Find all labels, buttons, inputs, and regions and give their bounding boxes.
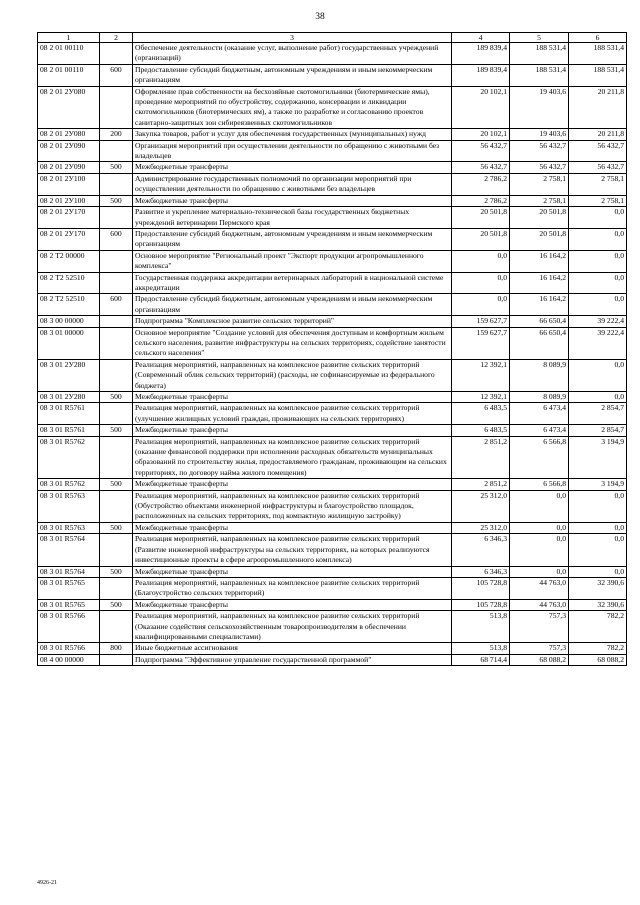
- row-name: Межбюджетные трансферты: [133, 425, 452, 436]
- row-code: 08 3 01 R5766: [38, 611, 100, 643]
- row-amount-col5: 19 403,6: [510, 129, 569, 140]
- row-expense-type: 500: [100, 162, 133, 173]
- row-amount-col4: 25 312,0: [452, 522, 510, 533]
- column-header: 5: [510, 33, 569, 43]
- table-row: [38, 392, 627, 403]
- table-row: [38, 403, 627, 425]
- row-amount-col4: 12 392,1: [452, 359, 510, 391]
- table-header-row: [38, 33, 627, 43]
- row-code: 08 3 01 R5766: [38, 643, 100, 654]
- row-amount-col6: 32 390,6: [569, 577, 627, 599]
- row-name: Реализация мероприятий, направленных на комплексное развитие сельских территорий (Развитие инженерной инфраструктуры на сельских территориях, на которых реализуются инвестиционные проекты в сфере агропромышленного комплекса): [133, 534, 452, 566]
- row-amount-col5: 19 403,6: [510, 86, 569, 129]
- table-row: [38, 611, 627, 643]
- row-amount-col4: 2 851,2: [452, 436, 510, 479]
- row-expense-type: [100, 173, 133, 195]
- row-amount-col6: 68 088,2: [569, 654, 627, 665]
- row-amount-col5: 757,3: [510, 611, 569, 643]
- row-amount-col6: 0,0: [569, 272, 627, 294]
- row-amount-col4: 20 501,8: [452, 228, 510, 250]
- row-expense-type: 500: [100, 392, 133, 403]
- row-code: 08 3 01 R5765: [38, 577, 100, 599]
- row-amount-col4: 513,8: [452, 643, 510, 654]
- column-header: 6: [569, 33, 627, 43]
- column-header: 3: [133, 33, 452, 43]
- row-amount-col4: 0,0: [452, 250, 510, 272]
- row-amount-col5: 8 089,9: [510, 392, 569, 403]
- row-code: 08 2 01 2У080: [38, 129, 100, 140]
- row-expense-type: [100, 403, 133, 425]
- row-amount-col5: 44 763,0: [510, 599, 569, 610]
- row-amount-col6: 2 758,1: [569, 173, 627, 195]
- row-code: 08 2 Т2 52510: [38, 294, 100, 316]
- row-expense-type: 600: [100, 294, 133, 316]
- row-expense-type: [100, 327, 133, 359]
- row-expense-type: [100, 654, 133, 665]
- row-amount-col5: 6 566,8: [510, 479, 569, 490]
- row-amount-col5: 44 763,0: [510, 577, 569, 599]
- table-row: [38, 534, 627, 566]
- row-amount-col6: 0,0: [569, 534, 627, 566]
- row-amount-col4: 6 346,3: [452, 566, 510, 577]
- table-row: [38, 316, 627, 327]
- row-name: Предоставление субсидий бюджетным, автономным учреждениям и иным некоммерческим организациям: [133, 64, 452, 86]
- row-amount-col5: 757,3: [510, 643, 569, 654]
- table-row: [38, 436, 627, 479]
- row-amount-col6: 0,0: [569, 250, 627, 272]
- row-amount-col6: 0,0: [569, 522, 627, 533]
- row-amount-col5: 6 473,4: [510, 425, 569, 436]
- row-name: Организация мероприятий при осуществлении деятельности по обращению с животными без владельцев: [133, 140, 452, 162]
- row-amount-col6: 32 390,6: [569, 599, 627, 610]
- row-code: 08 3 01 R5764: [38, 566, 100, 577]
- row-code: 08 3 01 R5765: [38, 599, 100, 610]
- row-amount-col5: 66 650,4: [510, 327, 569, 359]
- row-amount-col5: 2 758,1: [510, 195, 569, 206]
- row-expense-type: [100, 207, 133, 229]
- row-amount-col5: 0,0: [510, 522, 569, 533]
- row-expense-type: [100, 140, 133, 162]
- row-amount-col6: 2 758,1: [569, 195, 627, 206]
- row-name: Подпрограмма "Комплексное развитие сельских территорий": [133, 316, 452, 327]
- row-amount-col5: 6 566,8: [510, 436, 569, 479]
- row-name: Межбюджетные трансферты: [133, 522, 452, 533]
- row-code: 08 2 01 2У090: [38, 140, 100, 162]
- table-row: [38, 359, 627, 391]
- row-expense-type: [100, 272, 133, 294]
- row-name: Обеспечение деятельности (оказание услуг, выполнение работ) государственных учреждений (организаций): [133, 43, 452, 65]
- table-row: [38, 566, 627, 577]
- row-amount-col4: 513,8: [452, 611, 510, 643]
- row-amount-col4: 20 102,1: [452, 86, 510, 129]
- row-expense-type: 600: [100, 64, 133, 86]
- row-code: 08 3 01 R5761: [38, 403, 100, 425]
- table-row: [38, 129, 627, 140]
- table-row: [38, 294, 627, 316]
- row-name: Реализация мероприятий, направленных на комплексное развитие сельских территорий (Обустройство объектами инженерной инфраструктуры и благоустройство площадок, расположенных на сельских территориях, под компактную жилищную застройку): [133, 490, 452, 522]
- row-expense-type: [100, 577, 133, 599]
- row-code: 08 2 01 2У100: [38, 173, 100, 195]
- row-code: 08 3 01 R5761: [38, 425, 100, 436]
- row-amount-col4: 189 839,4: [452, 43, 510, 65]
- row-amount-col5: 68 088,2: [510, 654, 569, 665]
- row-amount-col6: 0,0: [569, 392, 627, 403]
- row-name: Реализация мероприятий, направленных на комплексное развитие сельских территорий (оказание финансовой поддержки при исполнении расходных обязательств муниципальных образований по строительству жилья, предоставляемого гражданам, проживающим на сельских территориях, по договору найма жилого помещения): [133, 436, 452, 479]
- row-amount-col6: 0,0: [569, 228, 627, 250]
- row-amount-col6: 188 531,4: [569, 64, 627, 86]
- row-code: 08 3 01 R5762: [38, 479, 100, 490]
- table-row: [38, 490, 627, 522]
- row-code: 08 2 Т2 52510: [38, 272, 100, 294]
- table-row: [38, 522, 627, 533]
- row-code: 08 2 01 2У170: [38, 228, 100, 250]
- row-code: 08 2 01 2У080: [38, 86, 100, 129]
- table-row: [38, 43, 627, 65]
- row-code: 08 2 01 2У100: [38, 195, 100, 206]
- row-expense-type: 500: [100, 566, 133, 577]
- row-name: Закупка товаров, работ и услуг для обеспечения государственных (муниципальных) нужд: [133, 129, 452, 140]
- row-name: Реализация мероприятий, направленных на комплексное развитие сельских территорий (Современный облик сельских территорий) (расходы, не софинансируемые из федерального бюджета): [133, 359, 452, 391]
- row-expense-type: [100, 436, 133, 479]
- row-code: 08 3 01 2У280: [38, 392, 100, 403]
- row-amount-col5: 6 473,4: [510, 403, 569, 425]
- row-expense-type: [100, 86, 133, 129]
- row-amount-col5: 188 531,4: [510, 43, 569, 65]
- table-row: [38, 327, 627, 359]
- table-row: [38, 599, 627, 610]
- row-code: 08 2 Т2 00000: [38, 250, 100, 272]
- row-expense-type: [100, 490, 133, 522]
- row-name: Межбюджетные трансферты: [133, 392, 452, 403]
- row-amount-col4: 56 432,7: [452, 140, 510, 162]
- row-name: Основное мероприятие "Региональный проект "Экспорт продукции агропромышленного комплекса": [133, 250, 452, 272]
- row-amount-col6: 0,0: [569, 207, 627, 229]
- row-code: 08 2 01 00110: [38, 43, 100, 65]
- row-amount-col5: 66 650,4: [510, 316, 569, 327]
- row-name: Оформление прав собственности на бесхозяйные скотомогильники (биотермические ямы), проведение мероприятий по обустройству, содержанию, консервации и ликвидации скотомогильников (биотермических ям), а также по разработке и согласованию проектов санитарно-защитных зон сибиреязвенных скотомогильников: [133, 86, 452, 129]
- row-name: Межбюджетные трансферты: [133, 479, 452, 490]
- row-amount-col4: 6 346,3: [452, 534, 510, 566]
- row-amount-col6: 0,0: [569, 359, 627, 391]
- row-code: 08 3 01 R5764: [38, 534, 100, 566]
- row-name: Развитие и укрепление материально-технической базы государственных бюджетных учреждений ветеринарии Пермского края: [133, 207, 452, 229]
- row-amount-col6: 0,0: [569, 566, 627, 577]
- row-expense-type: [100, 43, 133, 65]
- row-name: Реализация мероприятий, направленных на комплексное развитие сельских территорий (Благоустройство сельских территорий): [133, 577, 452, 599]
- row-amount-col6: 3 194,9: [569, 479, 627, 490]
- column-header: 2: [100, 33, 133, 43]
- table-row: [38, 228, 627, 250]
- row-amount-col4: 159 627,7: [452, 316, 510, 327]
- row-expense-type: [100, 611, 133, 643]
- row-amount-col6: 20 211,8: [569, 129, 627, 140]
- row-code: 08 3 01 R5763: [38, 522, 100, 533]
- row-amount-col4: 189 839,4: [452, 64, 510, 86]
- row-amount-col6: 56 432,7: [569, 140, 627, 162]
- page-number: 38: [315, 12, 325, 22]
- row-code: 08 3 01 R5763: [38, 490, 100, 522]
- row-code: 08 3 01 00000: [38, 327, 100, 359]
- row-name: Реализация мероприятий, направленных на комплексное развитие сельских территорий (улучшение жилищных условий граждан, проживающих на сельских территориях): [133, 403, 452, 425]
- row-amount-col4: 105 728,8: [452, 577, 510, 599]
- row-name: Межбюджетные трансферты: [133, 162, 452, 173]
- table-row: [38, 577, 627, 599]
- row-expense-type: 500: [100, 522, 133, 533]
- row-amount-col4: 25 312,0: [452, 490, 510, 522]
- row-amount-col6: 3 194,9: [569, 436, 627, 479]
- row-code: 08 2 01 00110: [38, 64, 100, 86]
- row-amount-col4: 12 392,1: [452, 392, 510, 403]
- row-expense-type: [100, 250, 133, 272]
- row-amount-col5: 20 501,8: [510, 207, 569, 229]
- row-code: 08 3 01 2У280: [38, 359, 100, 391]
- budget-table: [37, 32, 627, 666]
- table-row: [38, 64, 627, 86]
- row-amount-col6: 782,2: [569, 611, 627, 643]
- row-amount-col5: 0,0: [510, 534, 569, 566]
- row-expense-type: 200: [100, 129, 133, 140]
- row-amount-col4: 6 483,5: [452, 425, 510, 436]
- row-amount-col4: 68 714,4: [452, 654, 510, 665]
- row-name: Администрирование государственных полномочий по организации мероприятий при осуществлении деятельности по обращению с животными без владельцев: [133, 173, 452, 195]
- row-expense-type: 500: [100, 425, 133, 436]
- table-row: [38, 479, 627, 490]
- column-header: 1: [38, 33, 100, 43]
- row-amount-col4: 159 627,7: [452, 327, 510, 359]
- row-amount-col5: 16 164,2: [510, 272, 569, 294]
- row-amount-col6: 188 531,4: [569, 43, 627, 65]
- row-amount-col4: 6 483,5: [452, 403, 510, 425]
- row-amount-col4: 0,0: [452, 294, 510, 316]
- row-name: Основное мероприятие "Создание условий для обеспечения доступным и комфортным жильем сельского населения, развитие инфраструктуры на сельских территориях, содействие занятости сельского населения": [133, 327, 452, 359]
- row-expense-type: 500: [100, 479, 133, 490]
- table-row: [38, 140, 627, 162]
- row-name: Межбюджетные трансферты: [133, 566, 452, 577]
- row-amount-col5: 16 164,2: [510, 250, 569, 272]
- row-amount-col6: 20 211,8: [569, 86, 627, 129]
- row-amount-col6: 0,0: [569, 294, 627, 316]
- row-amount-col6: 782,2: [569, 643, 627, 654]
- row-amount-col6: 0,0: [569, 490, 627, 522]
- table-row: [38, 162, 627, 173]
- table-row: [38, 654, 627, 665]
- table-row: [38, 250, 627, 272]
- row-name: Подпрограмма "Эффективное управление государственной программой": [133, 654, 452, 665]
- row-code: 08 2 01 2У170: [38, 207, 100, 229]
- row-expense-type: [100, 534, 133, 566]
- table-row: [38, 272, 627, 294]
- row-code: 08 3 01 R5762: [38, 436, 100, 479]
- table-row: [38, 643, 627, 654]
- row-expense-type: 600: [100, 228, 133, 250]
- row-name: Предоставление субсидий бюджетным, автономным учреждениям и иным некоммерческим организациям: [133, 294, 452, 316]
- table-row: [38, 207, 627, 229]
- row-code: 08 2 01 2У090: [38, 162, 100, 173]
- row-amount-col4: 20 102,1: [452, 129, 510, 140]
- row-amount-col4: 56 432,7: [452, 162, 510, 173]
- footer-code: 4926-21: [37, 880, 57, 886]
- row-expense-type: [100, 359, 133, 391]
- row-code: 08 3 00 00000: [38, 316, 100, 327]
- row-code: 08 4 00 00000: [38, 654, 100, 665]
- row-amount-col4: 105 728,8: [452, 599, 510, 610]
- row-amount-col5: 188 531,4: [510, 64, 569, 86]
- row-amount-col5: 0,0: [510, 490, 569, 522]
- row-amount-col5: 56 432,7: [510, 140, 569, 162]
- column-header: 4: [452, 33, 510, 43]
- row-amount-col5: 56 432,7: [510, 162, 569, 173]
- row-name: Иные бюджетные ассигнования: [133, 643, 452, 654]
- row-name: Реализация мероприятий, направленных на комплексное развитие сельских территорий (Оказание содействия сельскохозяйственным товаропроизводителям в обеспечении квалифицированными специалистами): [133, 611, 452, 643]
- row-name: Предоставление субсидий бюджетным, автономным учреждениям и иным некоммерческим организациям: [133, 228, 452, 250]
- table-row: [38, 173, 627, 195]
- table-body: [38, 43, 627, 666]
- row-amount-col5: 16 164,2: [510, 294, 569, 316]
- row-amount-col6: 39 222,4: [569, 316, 627, 327]
- row-amount-col6: 2 854,7: [569, 403, 627, 425]
- table-row: [38, 425, 627, 436]
- row-name: Межбюджетные трансферты: [133, 599, 452, 610]
- row-amount-col4: 0,0: [452, 272, 510, 294]
- row-expense-type: 500: [100, 195, 133, 206]
- row-amount-col6: 56 432,7: [569, 162, 627, 173]
- row-amount-col6: 2 854,7: [569, 425, 627, 436]
- row-amount-col4: 2 786,2: [452, 195, 510, 206]
- row-amount-col4: 2 851,2: [452, 479, 510, 490]
- row-amount-col6: 39 222,4: [569, 327, 627, 359]
- row-amount-col5: 0,0: [510, 566, 569, 577]
- row-amount-col4: 20 501,8: [452, 207, 510, 229]
- table-row: [38, 86, 627, 129]
- row-amount-col5: 20 501,8: [510, 228, 569, 250]
- row-amount-col4: 2 786,2: [452, 173, 510, 195]
- row-expense-type: 800: [100, 643, 133, 654]
- row-expense-type: 500: [100, 599, 133, 610]
- table-row: [38, 195, 627, 206]
- row-expense-type: [100, 316, 133, 327]
- row-name: Межбюджетные трансферты: [133, 195, 452, 206]
- row-amount-col5: 8 089,9: [510, 359, 569, 391]
- row-name: Государственная поддержка аккредитации ветеринарных лабораторий в национальной системе аккредитации: [133, 272, 452, 294]
- row-amount-col5: 2 758,1: [510, 173, 569, 195]
